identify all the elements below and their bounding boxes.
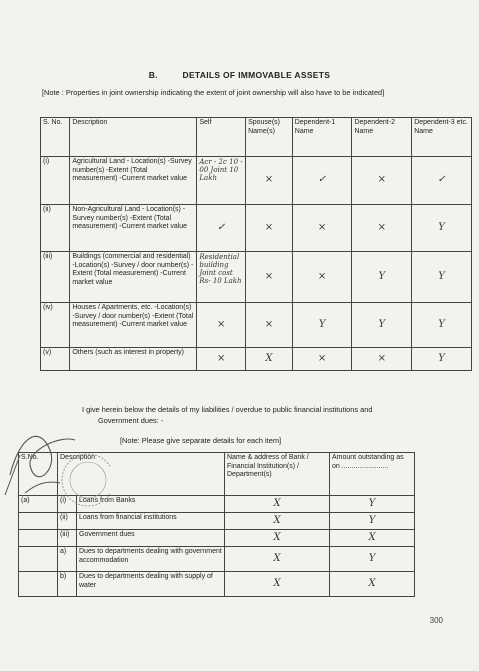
dependent-2-mark: × <box>352 348 412 371</box>
amount-mark: Y <box>330 496 415 513</box>
row-description: Non-Agricultural Land - Location(s) -Survey number(s) -Extent (Total measurement) -Current market value <box>70 205 197 252</box>
bank-mark: X <box>225 496 330 513</box>
col-self: Self <box>197 118 246 157</box>
row-sub: a) <box>58 547 77 572</box>
table-row <box>41 252 472 303</box>
row-description: Dues to departments dealing with supply of water <box>77 572 225 597</box>
dependent-1-mark: ✓ <box>292 157 352 205</box>
dependent-3-mark: Y <box>412 348 472 371</box>
bank-mark: X <box>225 530 330 547</box>
dependent-3-mark: ✓ <box>412 157 472 205</box>
row-sub: (i) <box>58 496 77 513</box>
table-row <box>41 303 472 348</box>
separate-details-note: [Note: Please give separate details for each item] <box>120 436 282 445</box>
amount-mark: X <box>330 572 415 597</box>
dependent-3-mark: Y <box>412 252 472 303</box>
table-row <box>41 348 472 371</box>
dependent-3-mark: Y <box>412 205 472 252</box>
spouse-mark: × <box>246 205 293 252</box>
immovable-assets-table <box>40 117 472 371</box>
row-description: Buildings (commercial and residential) -Location(s) -Survey / door number(s) -Extent (Total measurement) -Current market value <box>70 252 197 303</box>
dependent-2-mark: × <box>352 157 412 205</box>
col-sno: S.No. <box>19 453 58 496</box>
bank-mark: X <box>225 572 330 597</box>
signature-and-stamp <box>0 395 110 530</box>
table-header-row <box>41 118 472 157</box>
dependent-2-mark: × <box>352 205 412 252</box>
official-seal <box>62 454 110 506</box>
section-heading <box>0 70 479 80</box>
bank-mark: X <box>225 547 330 572</box>
bank-mark: X <box>225 513 330 530</box>
liabilities-intro-continued: Government dues: - <box>98 416 164 425</box>
row-number: (a) <box>19 496 58 513</box>
row-sub: b) <box>58 572 77 597</box>
amount-mark: Y <box>330 547 415 572</box>
col-sno: S. No. <box>41 118 70 157</box>
row-description: Others (such as interest in property) <box>70 348 197 371</box>
row-sub: (iii) <box>58 530 77 547</box>
joint-ownership-note: [Note : Properties in joint ownership indicating the extent of joint ownership will also have to be indicated] <box>42 88 385 97</box>
dependent-2-mark: Y <box>352 252 412 303</box>
table-row <box>41 157 472 205</box>
self-mark: × <box>197 348 246 371</box>
dependent-1-mark: × <box>292 205 352 252</box>
official-seal-inner <box>70 462 106 498</box>
col-description: Description <box>70 118 197 157</box>
row-number: (ii) <box>41 205 70 252</box>
section-letter: B. <box>148 70 158 80</box>
spouse-mark: × <box>246 157 293 205</box>
amount-mark: X <box>330 530 415 547</box>
row-description: Dues to departments dealing with government accommodation <box>77 547 225 572</box>
row-number: (i) <box>41 157 70 205</box>
table-row <box>41 205 472 252</box>
dependent-1-mark: Y <box>292 303 352 348</box>
dependent-3-mark: Y <box>412 303 472 348</box>
self-handwritten-entry: Acr - 2c 10 - 00 Joint 10 Lakh <box>197 157 246 205</box>
row-description: Agricultural Land - Location(s) -Survey number(s) -Extent (Total measurement) -Current market value <box>70 157 197 205</box>
spouse-mark: X <box>246 348 293 371</box>
row-number: (iv) <box>41 303 70 348</box>
self-mark: × <box>197 303 246 348</box>
spouse-mark: × <box>246 252 293 303</box>
row-number: (iii) <box>41 252 70 303</box>
section-title: DETAILS OF IMMOVABLE ASSETS <box>182 70 331 80</box>
row-number <box>19 530 58 547</box>
col-dependent-2: Dependent-2 Name <box>352 118 412 157</box>
row-description: Government dues <box>77 530 225 547</box>
col-amount: Amount outstanding as on ........................ <box>330 453 415 496</box>
col-dependent-1: Dependent-1 Name <box>292 118 352 157</box>
amount-mark: Y <box>330 513 415 530</box>
row-description: Houses / Apartments, etc. -Location(s) -Survey / door number(s) -Extent (Total measurement) -Current market value <box>70 303 197 348</box>
col-dependent-3: Dependent-3 etc. Name <box>412 118 472 157</box>
dependent-1-mark: × <box>292 348 352 371</box>
page-number: 300 <box>429 616 443 625</box>
spouse-mark: × <box>246 303 293 348</box>
row-number <box>19 572 58 597</box>
row-description: Loans from financial institutions <box>77 513 225 530</box>
dependent-1-mark: × <box>292 252 352 303</box>
col-spouse: Spouse(s) Name(s) <box>246 118 293 157</box>
self-mark: ✓ <box>197 205 246 252</box>
row-number: (v) <box>41 348 70 371</box>
self-handwritten-entry: Residential building Joint cost Rs- 10 Lakh <box>197 252 246 303</box>
table-row <box>19 530 415 547</box>
row-number <box>19 547 58 572</box>
col-bank: Name & address of Bank / Financial Institution(s) / Department(s) <box>225 453 330 496</box>
dependent-2-mark: Y <box>352 303 412 348</box>
table-row <box>19 547 415 572</box>
row-sub: (ii) <box>58 513 77 530</box>
row-description: Loans from Banks <box>77 496 225 513</box>
col-description: Description <box>58 453 225 496</box>
table-row <box>19 572 415 597</box>
liabilities-intro: I give herein below the details of my liabilities / overdue to public financial institutions and <box>82 405 373 414</box>
